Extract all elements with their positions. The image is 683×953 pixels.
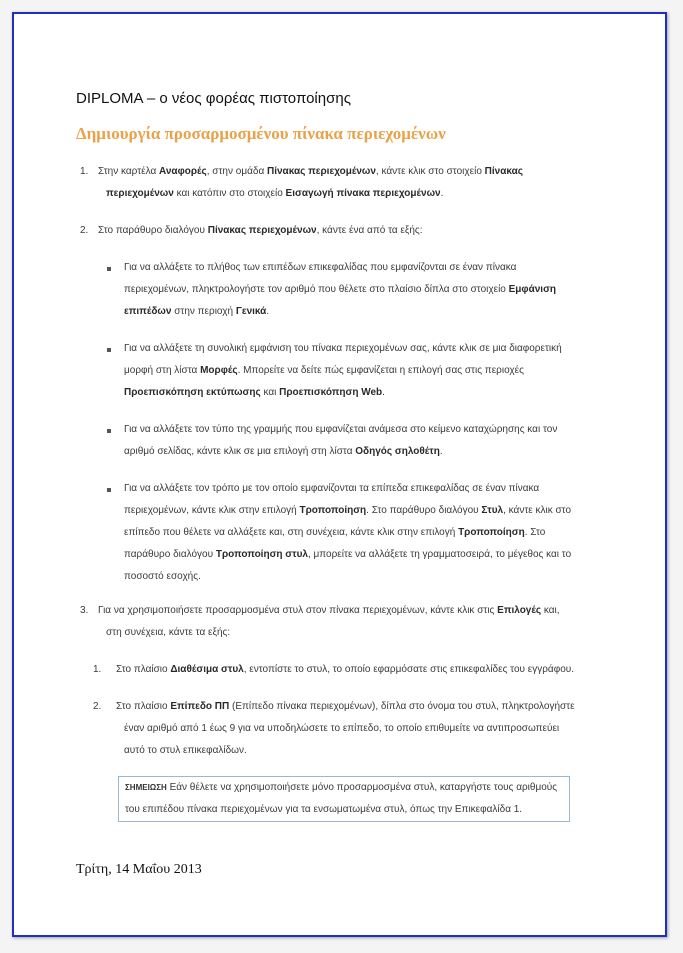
text-run: . — [266, 306, 270, 317]
bold-term: Τροποποίηση — [458, 527, 525, 538]
text-run: και — [260, 387, 280, 398]
text-run: Στο πλαίσιο — [116, 664, 171, 675]
bullet-marker — [107, 348, 111, 352]
text-run: και κατόπιν στο στοιχείο — [173, 188, 286, 199]
text-run: και, στη συνέχεια, κάντε τα εξής: — [106, 605, 560, 638]
text-run: , στην ομάδα — [206, 166, 267, 177]
text-run: . — [382, 387, 385, 398]
document-page — [12, 12, 667, 937]
text-run: . — [440, 188, 444, 199]
bold-term: Στυλ — [481, 505, 504, 516]
bullet-item — [76, 338, 576, 404]
bold-term: Εμφάνιση επιπέδων — [124, 284, 557, 317]
list-number: 1. — [93, 664, 102, 675]
footer-date: Τρίτη, 14 Μαΐου 2013 — [76, 862, 202, 877]
note-text: Εάν θέλετε να χρησιμοποιήσετε μόνο προσαρμοσμένα στυλ, καταργήστε τους αριθμούς του επιπέδου πίνακα περιεχομένων για τα ενσωματωμένα στυλ, όπως την Επικεφαλίδα 1. — [125, 782, 558, 815]
bold-term: Τροποποίηση στυλ — [215, 549, 308, 560]
text-run: Στο πλαίσιο — [116, 701, 171, 712]
text-run: . Στο παράθυρο διαλόγου — [366, 505, 482, 516]
text-run: , μπορείτε να αλλάξετε τη γραμματοσειρά, το μέγεθος και το ποσοστό εσοχής. — [124, 549, 572, 582]
text-run: Για να αλλάξετε τον τύπο της γραμμής που εμφανίζεται ανάμεσα στο κείμενο καταχώρησης και τον αριθμό σελίδας, κάντε κλικ σε μια επιλογή στη λίστα — [124, 424, 558, 457]
list-number: 1. — [80, 166, 89, 177]
text-run: Στην καρτέλα — [98, 166, 160, 177]
header-title: DIPLOMA – ο νέος φορέας πιστοποίησης — [76, 90, 351, 107]
list-item-step-3 — [76, 600, 576, 644]
bold-term: Πίνακας περιεχομένων — [267, 166, 376, 177]
bold-term: Εισαγωγή πίνακα περιεχομένων — [285, 188, 441, 199]
sub-list-item-2 — [76, 696, 576, 762]
text-run: , εντοπίστε το στυλ, το οποίο εφαρμόσατε στις επικεφαλίδες του εγγράφου. — [243, 664, 575, 675]
bold-term: Προεπισκόπηση εκτύπωσης — [124, 387, 261, 398]
document-body — [76, 161, 576, 822]
bold-term: Γενικά — [235, 306, 267, 317]
bullet-marker — [107, 429, 111, 433]
text-run: Στο παράθυρο διαλόγου — [98, 225, 208, 236]
sub-list-item-1 — [76, 659, 576, 681]
text-run: . — [439, 446, 443, 457]
text-run: Για να χρησιμοποιήσετε προσαρμοσμένα στυλ στον πίνακα περιεχομένων, κάντε κλικ στις — [98, 605, 498, 616]
bold-term: Πίνακας περιεχομένων — [106, 166, 523, 199]
text-run: . Μπορείτε να δείτε πώς εμφανίζεται η επιλογή σας στις περιοχές — [237, 365, 524, 376]
list-number: 3. — [80, 605, 89, 616]
text-run: στην περιοχή — [171, 306, 236, 317]
list-item-step-1 — [76, 161, 576, 205]
bold-term: Επιλογές — [497, 605, 542, 616]
text-run: , κάντε κλικ στο επίπεδο που θέλετε να αλλάξετε και, στη συνέχεια, κάντε κλικ στην επιλογή — [124, 505, 572, 538]
text-run: (Επίπεδο πίνακα περιεχομένων), δίπλα στο όνομα του στυλ, πληκτρολογήστε έναν αριθμό από 1 έως 9 για να υποδηλώσετε το επίπεδο, το οποίο επιθυμείτε να αντιπροσωπεύει αυτό το στυλ επικεφαλίδων. — [124, 701, 575, 756]
section-title: Δημιουργία προσαρμοσμένου πίνακα περιεχομένων — [76, 124, 446, 143]
bold-term: Τροποποίηση — [299, 505, 367, 516]
bullet-marker — [107, 267, 111, 271]
bullet-item — [76, 419, 576, 463]
bold-term: Επίπεδο ΠΠ — [170, 701, 230, 712]
text-run: , κάντε κλικ στο στοιχείο — [375, 166, 485, 177]
list-number: 2. — [93, 701, 102, 712]
text-run: Για να αλλάξετε τον τρόπο με τον οποίο εμφανίζονται τα επίπεδα επικεφαλίδας σε έναν πίνακα περιεχομένων, κάντε κλικ στην επιλογή — [124, 483, 540, 516]
note-label: ΣΗΜΕΙΩΣΗ — [125, 783, 167, 792]
bullet-marker — [107, 488, 111, 492]
list-item-step-2 — [76, 220, 576, 242]
bullet-item — [76, 257, 576, 323]
text-run: . Στο παράθυρο διαλόγου — [124, 527, 546, 560]
bold-term: Διαθέσιμα στυλ — [170, 664, 244, 675]
bold-term: Μορφές — [200, 365, 238, 376]
note-box — [118, 776, 570, 822]
text-run: Για να αλλάξετε το πλήθος των επιπέδων επικεφαλίδας που εμφανίζονται σε έναν πίνακα περιεχομένων, πληκτρολογήστε τον αριθμό που θέλετε στο πλαίσιο δίπλα στο στοιχείο — [124, 262, 517, 295]
bullet-item — [76, 478, 576, 588]
bold-term: Προεπισκόπηση Web — [279, 387, 383, 398]
list-number: 2. — [80, 225, 89, 236]
text-run: Για να αλλάξετε τη συνολική εμφάνιση του πίνακα περιεχομένων σας, κάντε κλικ σε μια διαφορετική μορφή στη λίστα — [124, 343, 562, 376]
bold-term: Πίνακας περιεχομένων — [207, 225, 317, 236]
text-run: , κάντε ένα από τα εξής: — [316, 225, 423, 236]
bold-term: Αναφορές — [159, 166, 207, 177]
bold-term: Οδηγός σηλοθέτη — [355, 446, 440, 457]
